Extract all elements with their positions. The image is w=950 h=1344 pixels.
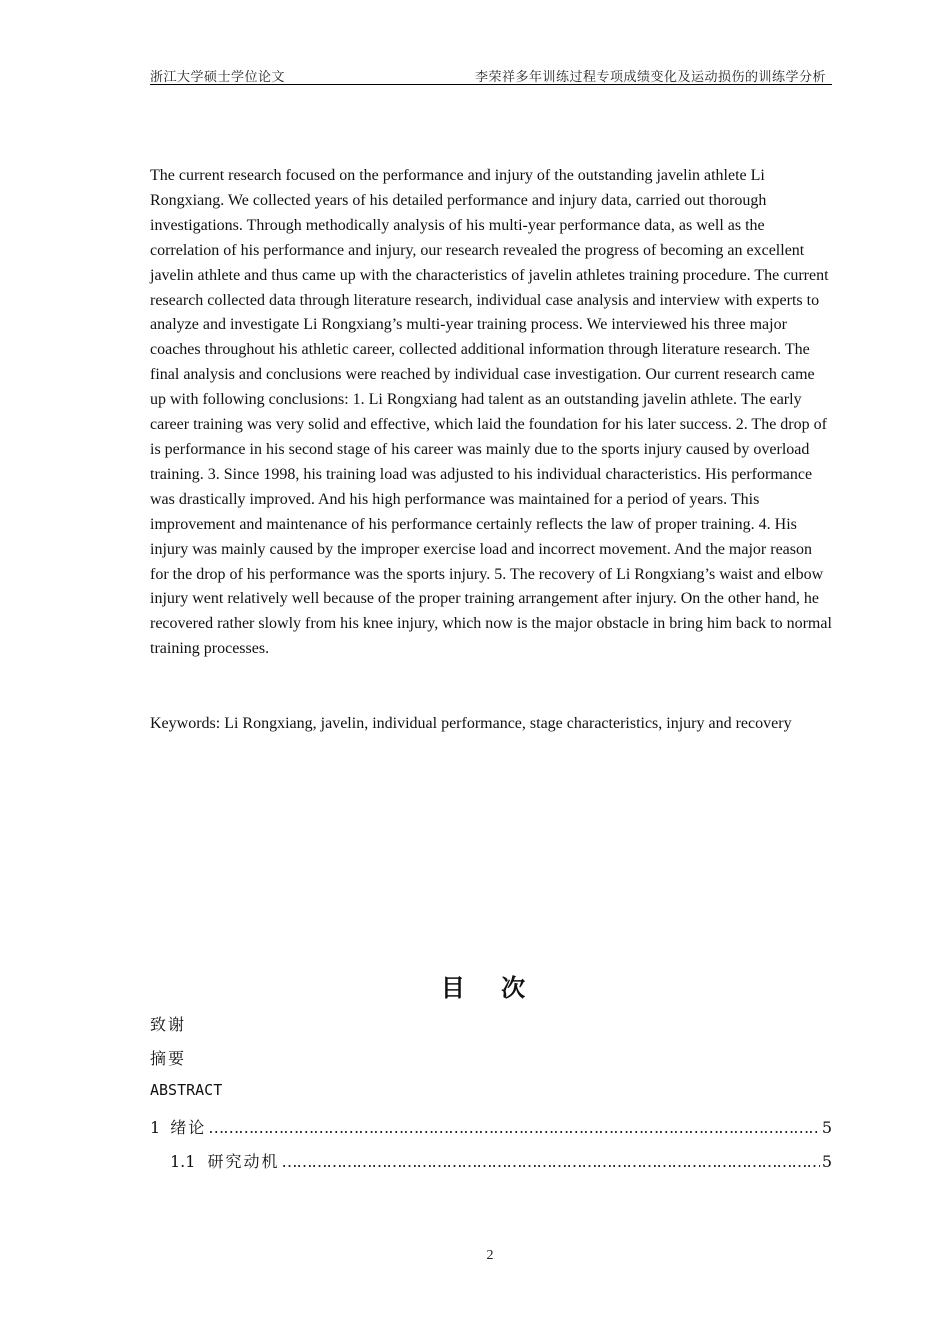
abstract-keywords: Keywords: Li Rongxiang, javelin, individual performance, stage characteristics, injury and recovery bbox=[150, 715, 792, 732]
toc-item-abstract-cn[interactable] bbox=[150, 1046, 832, 1068]
running-header bbox=[150, 66, 832, 85]
abstract-body: The current research focused on the performance and injury of the outstanding javelin athlete Li Rongxiang. We collected years of his detailed performance and injury data, carried out thorough investigations. Through methodically analysis of his multi-year performance data, as well as the correlation of his performance and injury, our research revealed the progress of becoming an excellent javelin athlete and thus came up with the characteristics of javelin athletes training procedure. The current research collected data through literature research, individual case analysis and interview with experts to analyze and investigate Li Rongxiang’s multi-year training process. We interviewed his three major coaches throughout his athletic career, collected additional information through literature research. The final analysis and conclusions were reached by individual case investigation. Our current research came up with following conclusions: 1. Li Rongxiang had talent as an outstanding javelin athlete. The early career training was very solid and effective, which laid the foundation for his later success. 2. The drop of is performance in his second stage of his career was mainly due to the sports injury caused by overload training. 3. Since 1998, his training load was adjusted to his individual characteristics. His performance was drastically improved. And his high performance was maintained for a period of years. This improvement and maintenance of his performance certainly reflects the law of proper training. 4. His injury was mainly caused by the improper exercise load and incorrect movement. And the major reason for the drop of his performance was the sports injury. 5. The recovery of Li Rongxiang’s waist and elbow injury went relatively well because of the proper training arrangement after injury. On the other hand, he recovered rather slowly from his knee injury, which now is the major obstacle in bring him back to normal training processes. bbox=[150, 167, 832, 658]
toc-item-label: ABSTRACT bbox=[150, 1081, 223, 1099]
toc-entry-page: 5 bbox=[821, 1152, 832, 1171]
toc-item-abstract-en[interactable] bbox=[150, 1080, 832, 1102]
toc-entry-section-1-1[interactable] bbox=[170, 1149, 832, 1171]
toc-entry-number: 1.1 bbox=[170, 1152, 196, 1171]
toc-item-label: 致谢 bbox=[150, 1015, 187, 1034]
toc-leader-dots bbox=[281, 1152, 819, 1171]
toc-title: 目 次 bbox=[440, 973, 540, 1002]
header-thesis-title: 李荣祥多年训练过程专项成绩变化及运动损伤的训练学分析 bbox=[474, 70, 826, 85]
toc-leader-dots bbox=[208, 1118, 820, 1137]
header-university: 浙江大学硕士学位论文 bbox=[150, 70, 286, 85]
page-number: 2 bbox=[486, 1248, 494, 1263]
toc-entry-page: 5 bbox=[821, 1118, 832, 1137]
toc-item-acknowledgements[interactable] bbox=[150, 1012, 832, 1034]
toc-entry-title: 研究动机 bbox=[207, 1152, 280, 1171]
toc-entry-title: 绪论 bbox=[170, 1118, 207, 1137]
toc-item-label: 摘要 bbox=[150, 1049, 187, 1068]
toc-entry-number: 1 bbox=[150, 1118, 161, 1137]
toc-entry-chapter-1[interactable] bbox=[150, 1115, 832, 1137]
